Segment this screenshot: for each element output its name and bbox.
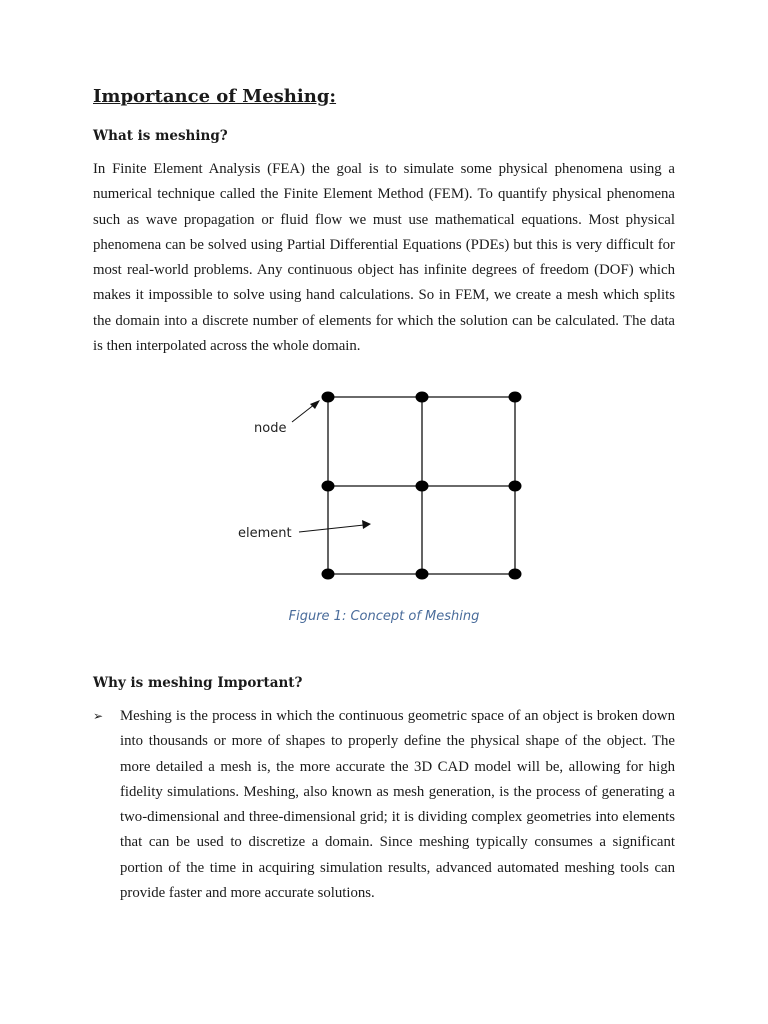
intro-paragraph: In Finite Element Analysis (FEA) the goal is to simulate some physical phenomena using a numerical technique called the Finite Element Method (FEM). To quantify physical phenomena such as wave propagation or fluid flow we must use mathematical equations. Most physical phenomena can be solved using Partial Differential Equations (PDEs) but this is very difficult for most real-world problems. Any continuous object has infinite degrees of freedom (DOF) which makes it impossible to solve using hand calculations. So in FEM, we create a mesh which splits the domain into a discrete number of elements for which the solution can be calculated. The data is then interpolated across the whole domain.	[93, 161, 675, 355]
node-arrow	[292, 400, 320, 422]
node-dot	[322, 481, 335, 492]
mesh-diagram	[0, 380, 768, 630]
node-dot	[416, 392, 429, 403]
element-label: element	[238, 526, 292, 541]
page-title: Importance of Meshing:	[93, 86, 337, 107]
bullet-list	[93, 704, 675, 906]
node-dot	[416, 481, 429, 492]
node-dot	[509, 392, 522, 403]
figure-caption: Figure 1: Concept of Meshing	[288, 609, 480, 624]
node-dot	[509, 569, 522, 580]
node-dot	[322, 392, 335, 403]
node-dot	[416, 569, 429, 580]
section-heading-what-is-meshing: What is meshing?	[93, 128, 228, 144]
node-dot	[509, 481, 522, 492]
section-heading-why-important: Why is meshing Important?	[93, 675, 303, 691]
arrow-bullet-icon: ➢	[93, 709, 104, 723]
list-item	[93, 704, 675, 906]
node-label: node	[254, 421, 287, 436]
bullet-text: Meshing is the process in which the continuous geometric space of an object is broken down into thousands or more of shapes to properly define the physical shape of the object. The more detailed a mesh is, the more accurate the 3D CAD model will be, allowing for high fidelity simulations. Meshing, also known as mesh generation, is the process of generating a two-dimensional and three-dimensional grid; it is dividing complex geometries into elements that can be used to discretize a domain. Since meshing typically consumes a significant portion of the time in acquiring simulation results, advanced automated meshing tools can provide faster and more accurate solutions.	[120, 708, 675, 902]
element-arrow	[299, 520, 371, 532]
node-dot	[322, 569, 335, 580]
